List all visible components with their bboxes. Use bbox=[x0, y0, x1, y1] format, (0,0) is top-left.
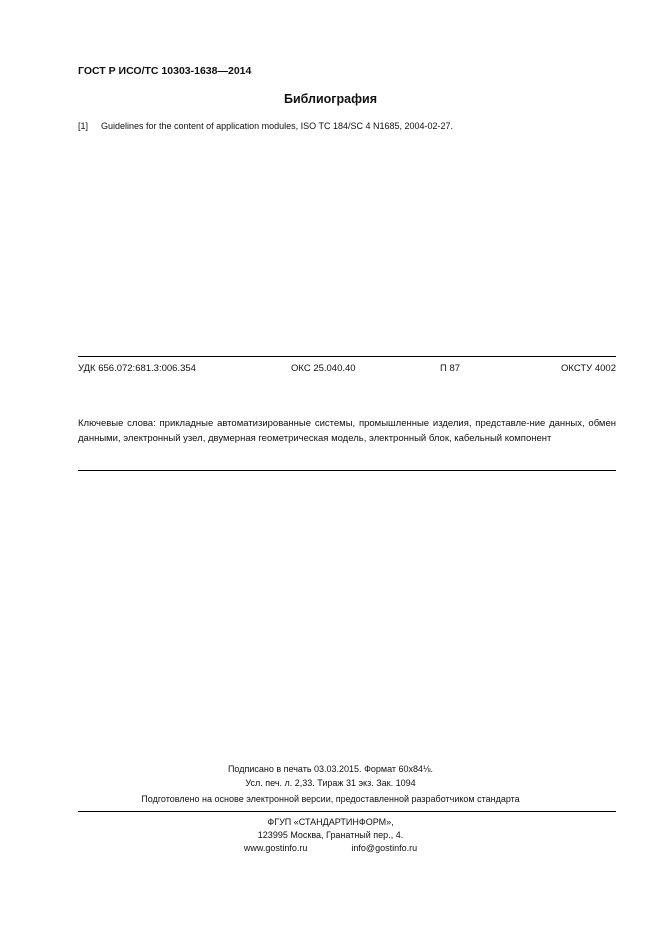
publisher-name: ФГУП «СТАНДАРТИНФОРМ», bbox=[267, 817, 394, 827]
publisher-block bbox=[0, 817, 661, 856]
bibliography-entry bbox=[78, 121, 453, 131]
oks-code: ОКС 25.040.40 bbox=[291, 363, 356, 374]
publisher-address: 123995 Москва, Гранатный пер., 4. bbox=[257, 830, 404, 840]
keywords-divider bbox=[78, 470, 616, 471]
imprint-line-1: Подписано в печать 03.03.2015. Формат 60x84⅛. bbox=[227, 764, 434, 774]
document-code: ГОСТ Р ИСО/ТС 10303-1638—2014 bbox=[78, 65, 252, 77]
okstu-code: ОКСТУ 4002 bbox=[561, 363, 616, 374]
publisher-website[interactable]: www.gostinfo.ru bbox=[243, 843, 308, 853]
publisher-email[interactable]: info@gostinfo.ru bbox=[351, 843, 418, 853]
imprint-line-2: Усл. печ. л. 2,33. Тираж 31 экз. Зак. 1094 bbox=[245, 778, 416, 788]
publisher-divider bbox=[78, 811, 616, 812]
udk-code: УДК 656.072:681.3:006.354 bbox=[78, 363, 196, 374]
publisher-contacts bbox=[0, 843, 661, 856]
bibliography-entry-number: [1] bbox=[78, 121, 89, 131]
bibliography-entry-text: Guidelines for the content of application modules, ISO TC 184/SC 4 N1685, 2004-02-27. bbox=[101, 121, 454, 131]
p-code: П 87 bbox=[440, 363, 461, 374]
imprint-block bbox=[0, 764, 661, 792]
keywords-paragraph: Ключевые слова: прикладные автоматизированные системы, промышленные изделия, представле-ние данных, обмен данными, электронный узел, двумерная геометрическая модель, электронный блок, кабельный компонент bbox=[78, 418, 616, 444]
top-divider bbox=[78, 356, 616, 357]
bibliography-title: Библиография bbox=[283, 92, 378, 106]
prepared-note: Подготовлено на основе электронной версии, предоставленной разработчиком стандарта bbox=[141, 794, 520, 804]
